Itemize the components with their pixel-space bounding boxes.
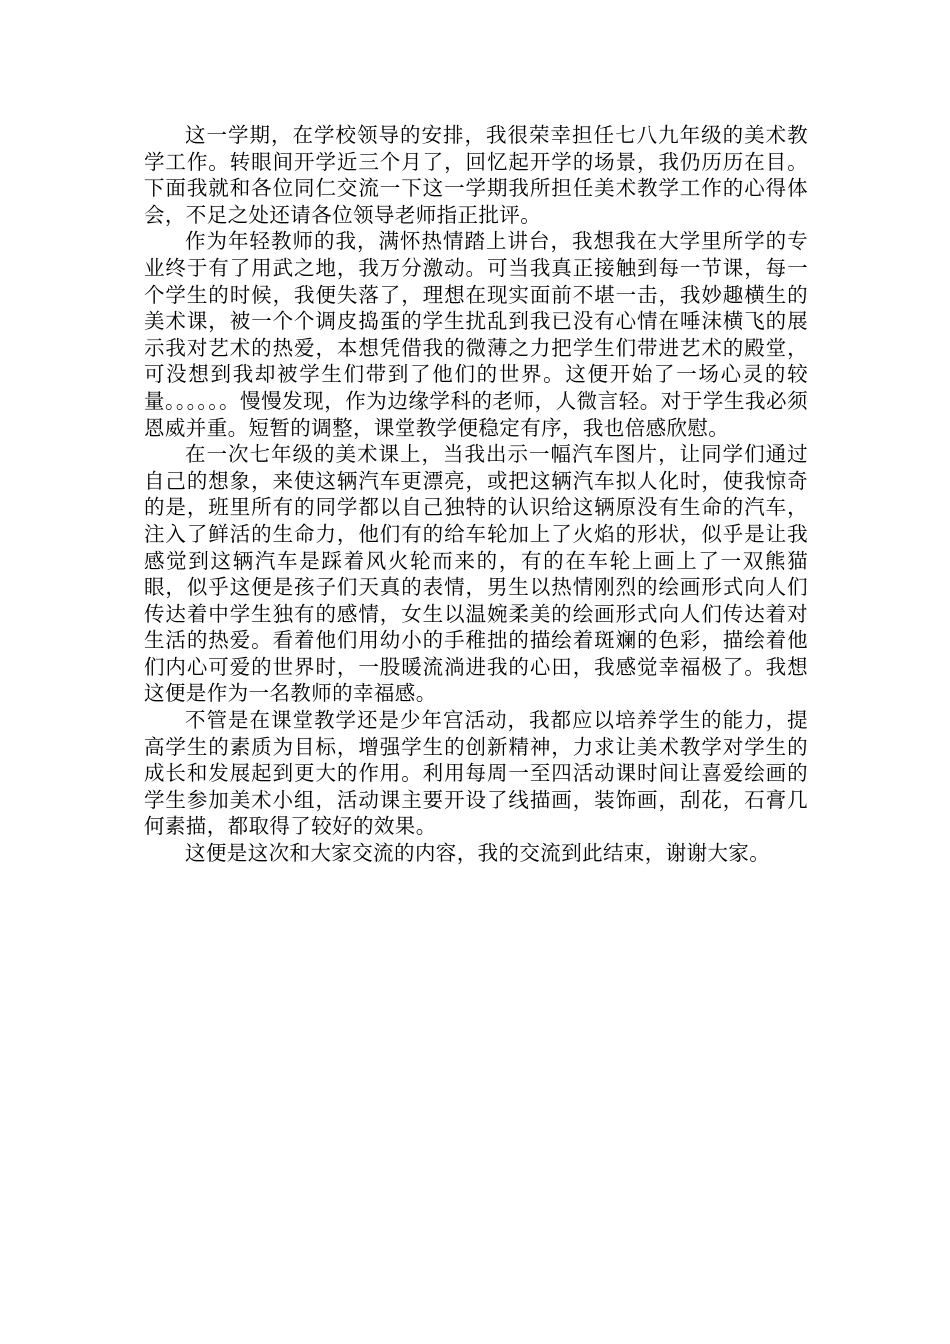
paragraph-2: 作为年轻教师的我，满怀热情踏上讲台，我想我在大学里所学的专业终于有了用武之地，我万分激动。可当我真正接触到每一节课，每一个学生的时候，我便失落了，理想在现实面前不堪一击，我妙趣横生的美术课，被一个个调皮捣蛋的学生扰乱到我已没有心情在唾沫横飞的展示我对艺术的热爱，本想凭借我的微薄之力把学生们带进艺术的殿堂，可没想到我却被学生们带到了他们的世界。这便开始了一场心灵的较量。。。。。。慢慢发现，作为边缘学科的老师，人微言轻。对于学生我必须恩威并重。短暂的调整，课堂教学便稳定有序，我也倍感欣慰。 [144, 229, 808, 440]
document-body [144, 122, 808, 867]
paragraph-3: 在一次七年级的美术课上，当我出示一幅汽车图片，让同学们通过自己的想象，来使这辆汽车更漂亮，或把这辆汽车拟人化时，使我惊奇的是，班里所有的同学都以自己独特的认识给这辆原没有生命的汽车，注入了鲜活的生命力，他们有的给车轮加上了火焰的形状，似乎是让我感觉到这辆汽车是踩着风火轮而来的，有的在车轮上画上了一双熊猫眼，似乎这便是孩子们天真的表情，男生以热情刚烈的绘画形式向人们传达着中学生独有的感情，女生以温婉柔美的绘画形式向人们传达着对生活的热爱。看着他们用幼小的手稚拙的描绘着斑斓的色彩，描绘着他们内心可爱的世界时，一股暖流淌进我的心田，我感觉幸福极了。我想这便是作为一名教师的幸福感。 [144, 442, 808, 706]
paragraph-4: 不管是在课堂教学还是少年宫活动，我都应以培养学生的能力，提高学生的素质为目标，增强学生的创新精神，力求让美术教学对学生的成长和发展起到更大的作用。利用每周一至四活动课时间让喜爱绘画的学生参加美术小组，活动课主要开设了线描画，装饰画，刮花，石膏几何素描，都取得了较好的效果。 [144, 708, 808, 839]
paragraph-1: 这一学期，在学校领导的安排，我很荣幸担任七八九年级的美术教学工作。转眼间开学近三个月了，回忆起开学的场景，我仍历历在目。下面我就和各位同仁交流一下这一学期我所担任美术教学工作的心得体会，不足之处还请各位领导老师指正批评。 [144, 123, 808, 227]
paragraph-5: 这便是这次和大家交流的内容，我的交流到此结束，谢谢大家。 [185, 841, 771, 866]
